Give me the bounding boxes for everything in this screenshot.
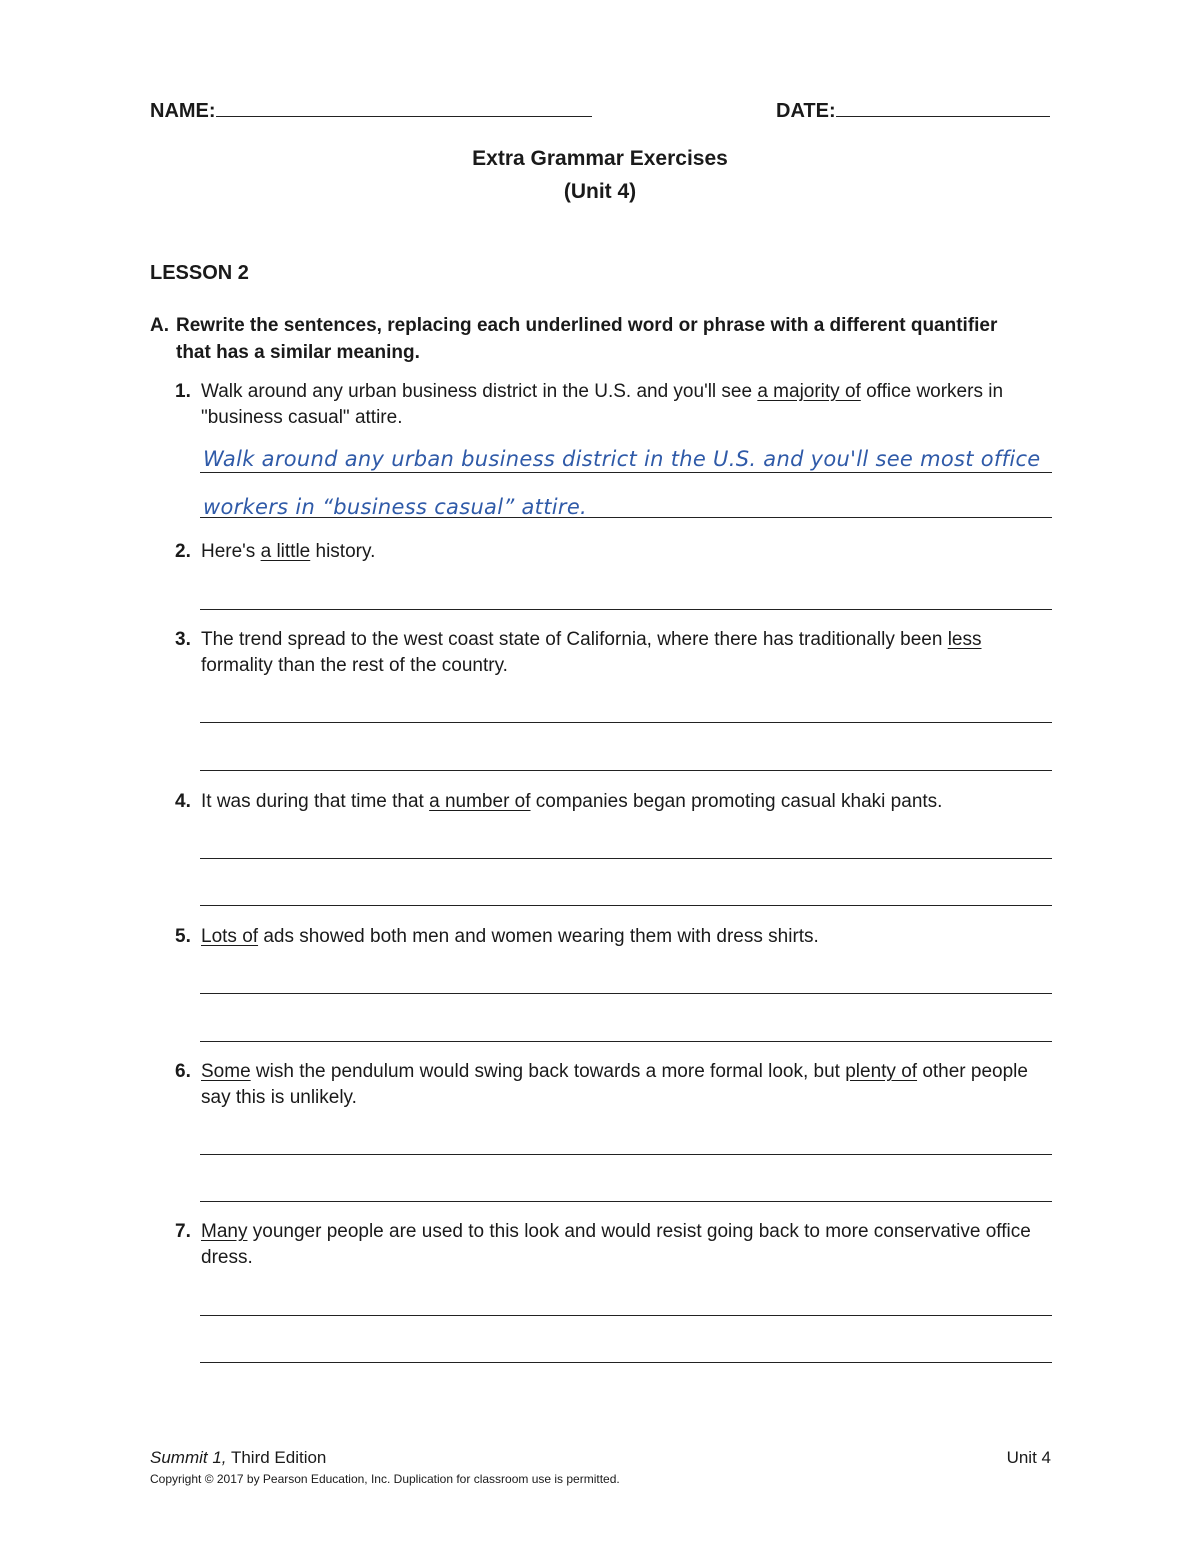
- answer-line[interactable]: [200, 1154, 1052, 1155]
- answer-line[interactable]: [200, 609, 1052, 610]
- exercise-item-3: [175, 627, 1055, 679]
- underlined-quantifier: Some: [201, 1061, 251, 1082]
- answer-line[interactable]: [200, 1041, 1052, 1042]
- footer-unit: Unit 4: [1006, 1448, 1051, 1467]
- exercise-item-4: [175, 789, 1055, 815]
- answer-line[interactable]: [200, 993, 1052, 994]
- exercise-letter: A.: [150, 315, 169, 336]
- name-label: NAME:: [150, 100, 216, 122]
- item-number: 3.: [175, 629, 191, 650]
- handwritten-answer-line-2: workers in “business casual” attire.: [203, 495, 588, 519]
- item-number: 2.: [175, 541, 191, 562]
- item-sentence: Some wish the pendulum would swing back towards a more formal look, but plenty of other people say this is unlikely.: [201, 1061, 1028, 1108]
- answer-line[interactable]: [200, 472, 1052, 473]
- answer-line[interactable]: [200, 858, 1052, 859]
- item-sentence: Lots of ads showed both men and women wearing them with dress shirts.: [201, 926, 819, 947]
- underlined-quantifier: a little: [260, 541, 311, 562]
- exercise-item-5: [175, 924, 1055, 950]
- date-label: DATE:: [776, 100, 836, 122]
- underlined-quantifier: Lots of: [201, 926, 259, 947]
- underlined-quantifier: Many: [201, 1221, 248, 1242]
- exercise-item-2: [175, 539, 1055, 565]
- answer-line[interactable]: [200, 517, 1052, 518]
- item-sentence: Many younger people are used to this look and would resist going back to more conservative office dress.: [201, 1221, 1031, 1268]
- answer-line[interactable]: [200, 1362, 1052, 1363]
- copyright-notice: Copyright © 2017 by Pearson Education, Inc. Duplication for classroom use is permitted.: [150, 1472, 620, 1486]
- page-title: Extra Grammar Exercises: [472, 147, 728, 170]
- item-sentence: The trend spread to the west coast state of California, where there has traditionally been less formality than the rest of the country.: [201, 629, 982, 676]
- date-blank[interactable]: [836, 96, 1050, 117]
- lesson-heading: LESSON 2: [150, 262, 249, 284]
- underlined-quantifier: less: [947, 629, 982, 650]
- handwritten-answer-line-1: Walk around any urban business district in the U.S. and you'll see most office: [203, 447, 1041, 471]
- date-field: [776, 96, 1050, 123]
- answer-line[interactable]: [200, 1201, 1052, 1202]
- item-sentence: Here's a little history.: [201, 541, 376, 562]
- answer-line[interactable]: [200, 1315, 1052, 1316]
- answer-line[interactable]: [200, 905, 1052, 906]
- name-field: [150, 96, 592, 123]
- underlined-quantifier: a majority of: [757, 381, 861, 402]
- item-number: 7.: [175, 1221, 191, 1242]
- page-subtitle: (Unit 4): [563, 180, 637, 203]
- answer-line[interactable]: [200, 722, 1052, 723]
- exercise-item-1: [175, 379, 1055, 431]
- answer-line[interactable]: [200, 770, 1052, 771]
- underlined-quantifier: a number of: [429, 791, 531, 812]
- item-number: 4.: [175, 791, 191, 812]
- underlined-quantifier: plenty of: [845, 1061, 918, 1082]
- item-number: 6.: [175, 1061, 191, 1082]
- exercise-item-7: [175, 1219, 1055, 1271]
- item-number: 1.: [175, 381, 191, 402]
- item-sentence: Walk around any urban business district in the U.S. and you'll see a majority of office workers in "business casual" attire.: [201, 381, 1004, 428]
- exercise-instruction: [150, 312, 1030, 366]
- name-blank[interactable]: [216, 96, 592, 117]
- item-number: 5.: [175, 926, 191, 947]
- instruction-text: Rewrite the sentences, replacing each underlined word or phrase with a different quantifier that has a similar meaning.: [176, 315, 998, 363]
- item-sentence: It was during that time that a number of companies began promoting casual khaki pants.: [201, 791, 943, 812]
- footer-book-title: Summit 1, Third Edition: [150, 1448, 327, 1467]
- exercise-item-6: [175, 1059, 1055, 1111]
